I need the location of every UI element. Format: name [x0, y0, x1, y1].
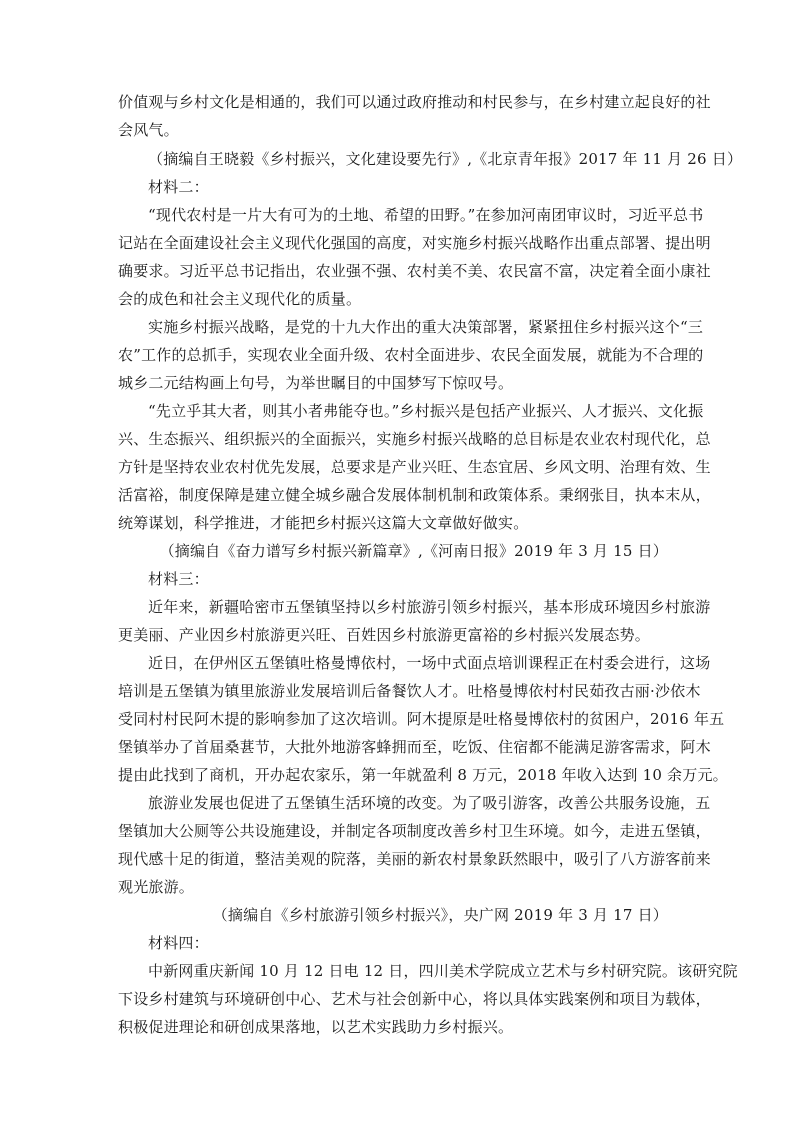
body-text-line: 记站在全面建设社会主义现代化强国的高度，对实施乡村振兴战略作出重点部署、提出明	[118, 234, 711, 252]
body-text-line: 方针是坚持农业农村优先发展，总要求是产业兴旺、生态宜居、乡风文明、治理有效、生	[118, 458, 711, 476]
body-text-line: 活富裕，制度保障是建立健全城乡融合发展体制机制和政策体系。秉纲张目，执本末从，	[118, 486, 711, 504]
body-text-line: 统筹谋划，科学推进，才能把乡村振兴这篇大文章做好做实。	[118, 514, 529, 532]
source-citation: （摘编自《乡村旅游引领乡村振兴》，央广网 2019 年 3 月 17 日）	[212, 906, 668, 924]
body-text-line: 积极促进理论和研创成果落地，以艺术实践助力乡村振兴。	[118, 1018, 514, 1036]
body-text-line: “先立乎其大者，则其小者弗能夺也。”乡村振兴是包括产业振兴、人才振兴、文化振	[148, 402, 704, 420]
body-text-line: 受同村村民阿木提的影响参加了这次培训。阿木提原是吐格曼博依村的贫困户，2016 年五	[118, 710, 725, 728]
body-text-line: 堡镇加大公厕等公共设施建设，并制定各项制度改善乡村卫生环境。如今，走进五堡镇，	[118, 822, 711, 840]
body-text-line: 城乡二元结构画上句号，为举世瞩目的中国梦写下惊叹号。	[118, 374, 514, 392]
body-text-line: 培训是五堡镇为镇里旅游业发展培训后备餐饮人才。吐格曼博依村村民茹孜古丽·沙依木	[118, 682, 701, 700]
body-text-line: 会的成色和社会主义现代化的质量。	[118, 290, 362, 308]
body-text-line: 近日，在伊州区五堡镇吐格曼博依村，一场中式面点培训课程正在村委会进行，这场	[148, 654, 711, 672]
body-text-line: 下设乡村建筑与环境研创中心、艺术与社会创新中心，将以具体实践案例和项目为载体，	[118, 990, 711, 1008]
body-text-line: 农”工作的总抓手，实现农业全面升级、农村全面进步、农民全面发展，就能为不合理的	[118, 346, 704, 364]
body-text-line: 中新网重庆新闻 10 月 12 日电 12 日，四川美术学院成立艺术与乡村研究院。该研究院	[148, 962, 738, 980]
body-text-line: 旅游业发展也促进了五堡镇生活环境的改变。为了吸引游客，改善公共服务设施，五	[148, 794, 711, 812]
section-heading-material-3: 材料三：	[148, 570, 209, 588]
section-heading-material-4: 材料四：	[148, 934, 209, 952]
body-text-line: 确要求。习近平总书记指出，农业强不强、农村美不美、农民富不富，决定着全面小康社	[118, 262, 711, 280]
body-text-line: 观光旅游。	[118, 878, 195, 896]
body-text-line: 堡镇举办了首届桑葚节，大批外地游客蜂拥而至，吃饭、住宿都不能满足游客需求，阿木	[118, 738, 711, 756]
body-text-line: “现代农村是一片大有可为的土地、希望的田野。”在参加河南团审议时，习近平总书	[148, 206, 704, 224]
source-citation: （摘编自王晓毅《乡村振兴，文化建设要先行》,《北京青年报》2017 年 11 月 26 日）	[148, 150, 743, 168]
body-text-line: 实施乡村振兴战略，是党的十九大作出的重大决策部署，紧紧扭住乡村振兴这个“三	[148, 318, 704, 336]
body-text-line: 会风气。	[118, 121, 179, 139]
source-citation: （摘编自《奋力谱写乡村振兴新篇章》,《河南日报》2019 年 3 月 15 日）	[159, 542, 668, 560]
body-text-line: 兴、生态振兴、组织振兴的全面振兴，实施乡村振兴战略的总目标是农业农村现代化，总	[118, 430, 711, 448]
body-text-line: 现代感十足的街道，整洁美观的院落，美丽的新农村景象跃然眼中，吸引了八方游客前来	[118, 850, 711, 868]
section-heading-material-2: 材料二：	[148, 178, 209, 196]
body-text-line: 近年来，新疆哈密市五堡镇坚持以乡村旅游引领乡村振兴，基本形成环境因乡村旅游	[148, 598, 711, 616]
body-text-line: 更美丽、产业因乡村旅游更兴旺、百姓因乡村旅游更富裕的乡村振兴发展态势。	[118, 626, 651, 644]
body-text-line: 提由此找到了商机，开办起农家乐，第一年就盈利 8 万元，2018 年收入达到 10 余万元。	[118, 766, 728, 784]
body-text-line: 价值观与乡村文化是相通的，我们可以通过政府推动和村民参与，在乡村建立起良好的社	[118, 93, 711, 111]
